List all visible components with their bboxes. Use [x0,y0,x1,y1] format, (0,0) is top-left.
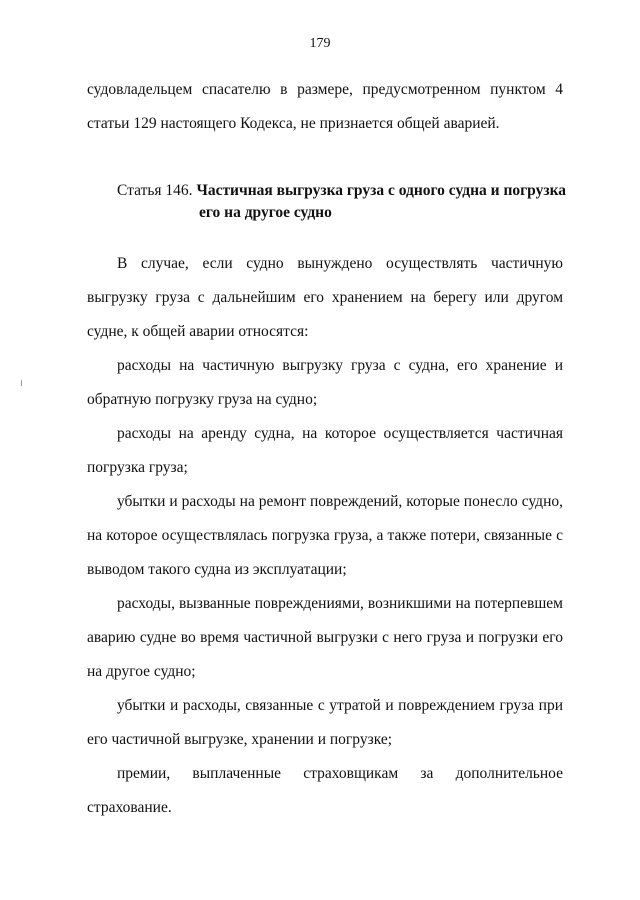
scan-margin-mark [21,380,22,386]
body-paragraph: В случае, если судно вынуждено осуществлять частичную выгрузку груза с дальнейшим его хранением на берегу или другом судне, к общей аварии относятся: [87,255,563,340]
body-paragraph: убытки и расходы, связанные с утратой и повреждением груза при его частичной выгрузке, хранении и погрузке; [87,697,563,748]
body-paragraph: премии, выплаченные страховщикам за дополнительное страхование. [87,765,563,816]
article-heading [117,180,587,224]
body-paragraph: убытки и расходы на ремонт повреждений, которые понесло судно, на которое осуществлялась погрузка груза, а также потери, связанные с выводом такого судна из эксплуатации; [87,493,563,578]
article-label: Статья 146. [117,182,193,199]
body-paragraph: расходы на частичную выгрузку груза с судна, его хранение и обратную погрузку груза на судно; [87,357,563,408]
body-paragraph: расходы на аренду судна, на которое осуществляется частичная погрузка груза; [87,425,563,476]
article-title-line2: его на другое судно [199,204,332,221]
page-number: 179 [309,36,331,51]
intro-text [87,73,563,141]
body-paragraph: расходы, вызванные повреждениями, возникшими на потерпевшем аварию судне во время частичной выгрузки с него груза и погрузки его на другое судно; [87,595,563,680]
intro-paragraph: судовладельцем спасателю в размере, предусмотренном пунктом 4 статьи 129 настоящего Кодекса, не признается общей аварией. [87,81,563,132]
article-title-line1: Частичная выгрузка груза с одного судна и погрузка [196,182,567,199]
article-body [87,247,563,825]
